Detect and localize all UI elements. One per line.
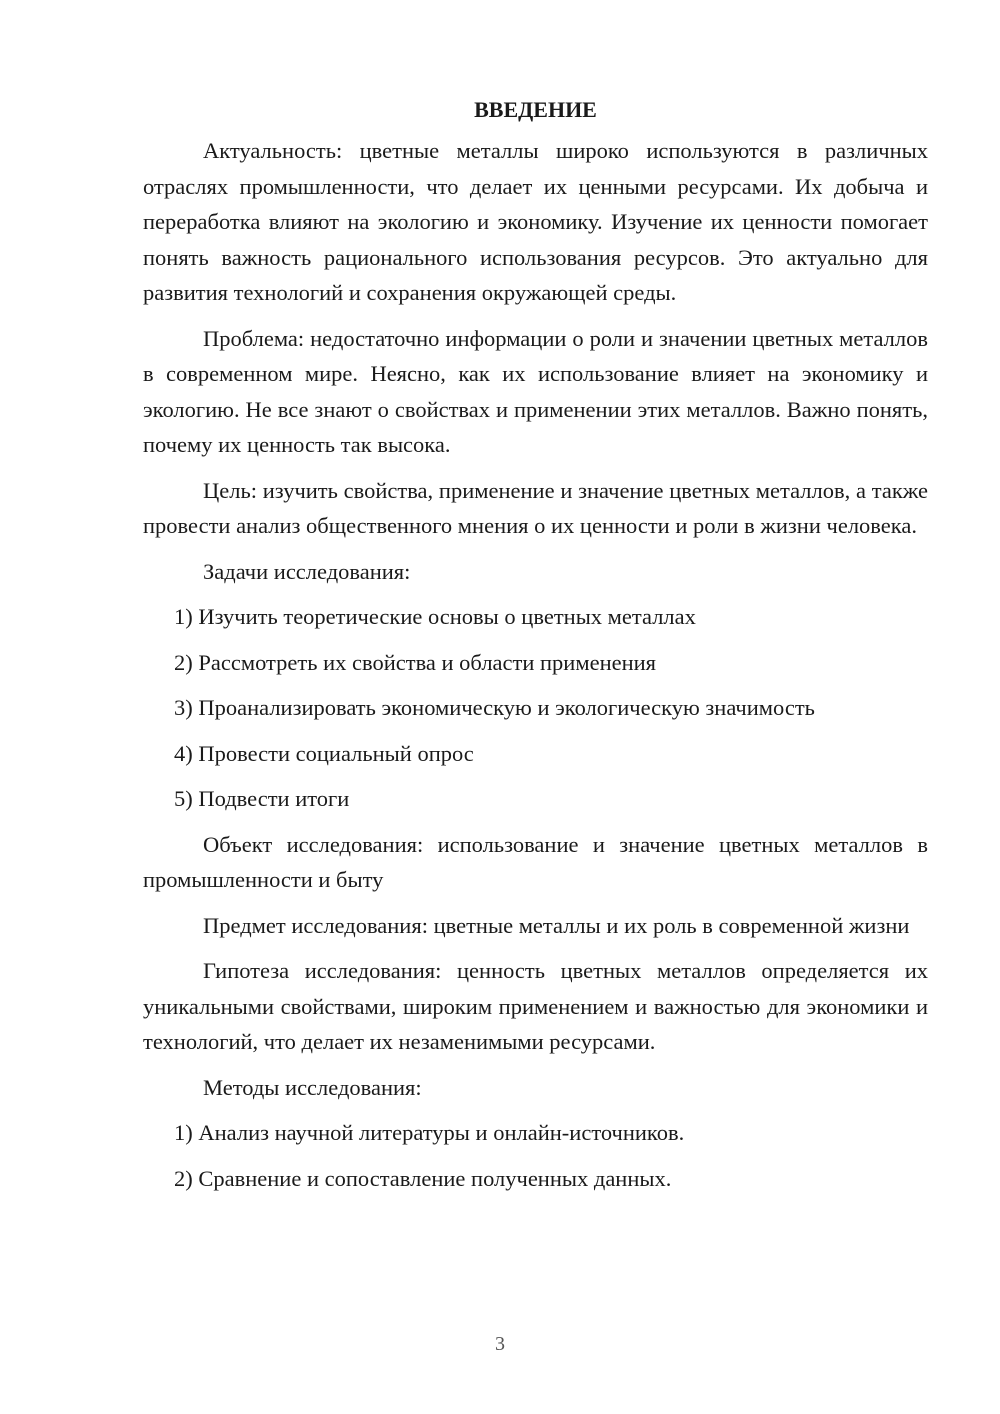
page-number: 3 bbox=[495, 1333, 505, 1355]
tasks-heading: Задачи исследования: bbox=[203, 558, 411, 584]
tasks-list bbox=[143, 599, 928, 817]
goal-paragraph: Цель: изучить свойства, применение и значение цветных металлов, а также провести анализ общественного мнения о их ценности и роли в жизни человека. bbox=[143, 477, 928, 538]
methods-list bbox=[143, 1115, 928, 1196]
list-item: 2) Сравнение и сопоставление полученных данных. bbox=[174, 1165, 672, 1191]
list-item: 2) Рассмотреть их свойства и области применения bbox=[174, 649, 657, 675]
list-item: 3) Проанализировать экономическую и экологическую значимость bbox=[174, 695, 815, 720]
object-paragraph: Объект исследования: использование и значение цветных металлов в промышленности и быту bbox=[143, 831, 928, 892]
hypothesis-paragraph: Гипотеза исследования: ценность цветных металлов определяется их уникальными свойствами, широким применением и важностью для экономики и технологий, что делает их незаменимыми ресурсами. bbox=[143, 958, 928, 1054]
problem-paragraph: Проблема: недостаточно информации о роли и значении цветных металлов в современном мире. Неясно, как их использование влияет на экономику и экологию. Не все знают о свойствах и применении этих металлов. Важно понять, почему их ценность так высока. bbox=[143, 325, 928, 457]
list-item: 1) Изучить теоретические основы о цветных металлах bbox=[174, 604, 696, 629]
relevance-paragraph: Актуальность: цветные металлы широко используются в различных отраслях промышленности, что делает их ценными ресурсами. Их добыча и переработка влияют на экологию и экономику. Изучение их ценности помогает понять важность рационального использования ресурсов. Это актуально для развития технологий и сохранения окружающей среды. bbox=[143, 138, 928, 305]
document-title: ВВЕДЕНИЕ bbox=[474, 97, 597, 122]
list-item: 4) Провести социальный опрос bbox=[174, 740, 474, 766]
subject-paragraph: Предмет исследования: цветные металлы и их роль в современной жизни bbox=[203, 912, 910, 938]
list-item: 1) Анализ научной литературы и онлайн-источников. bbox=[174, 1120, 685, 1145]
methods-heading: Методы исследования: bbox=[203, 1074, 422, 1100]
document-page bbox=[143, 95, 928, 1206]
list-item: 5) Подвести итоги bbox=[174, 786, 350, 811]
